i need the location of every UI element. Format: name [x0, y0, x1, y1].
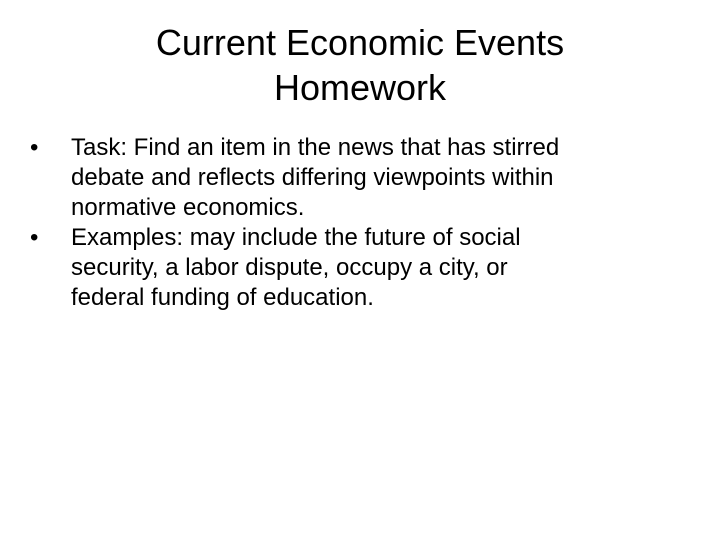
bullet-line: debate and reflects differing viewpoints within	[71, 164, 554, 191]
bullet-line: Task: Find an item in the news that has stirred	[71, 134, 560, 161]
title-line: Homework	[273, 67, 447, 108]
bullet-task	[30, 133, 690, 223]
slide-title	[60, 20, 660, 110]
bullet-line: federal funding of education.	[71, 284, 374, 311]
bullet-examples	[30, 223, 690, 313]
bullet-line: normative economics.	[71, 194, 305, 221]
bullet-marker: •	[30, 224, 39, 251]
bullet-line: security, a labor dispute, occupy a city, or	[71, 254, 508, 281]
title-line: Current Economic Events	[155, 22, 565, 63]
bullet-marker: •	[30, 134, 39, 161]
bullet-line: Examples: may include the future of social	[71, 224, 521, 251]
bullet-list	[30, 133, 690, 313]
